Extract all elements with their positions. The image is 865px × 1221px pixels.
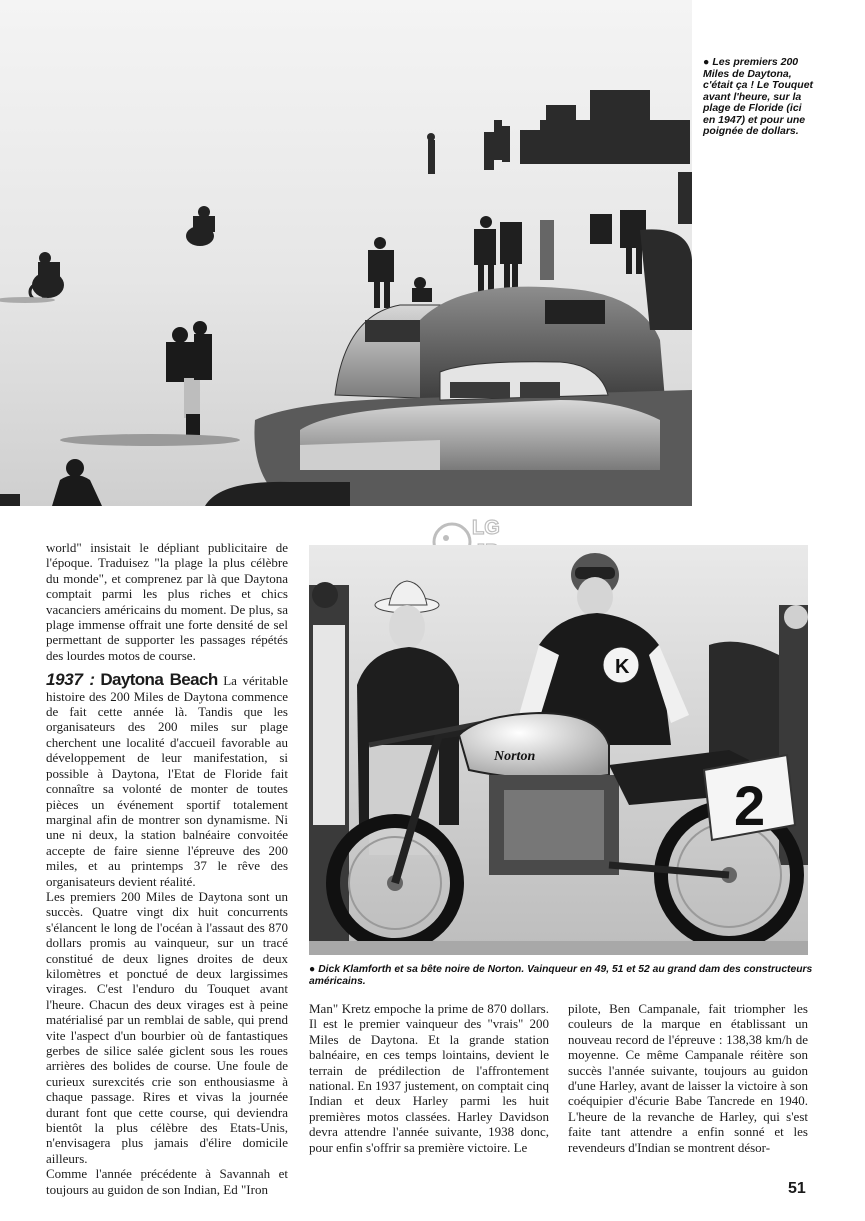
article-column-middle bbox=[309, 1001, 549, 1155]
paragraph: Les premiers 200 Miles de Daytona sont un succès. Quatre vingt dix huit concurrents s'élancent le long de l'océan à l'assaut des 870 dollars promis au vainqueur, sur un tracé constitué de deux lignes droites de deux kilomètres et ponctué de deux largissimes virages. C'est l'enduro du Touquet avant l'heure. Chacun des deux virages est à peine matérialisé par un remblai de sable, qui prend vite l'aspect d'un bourbier où de fantastiques gerbes de silice salée giclent sous les roues arrières des bolides de course. Une foule de curieux surexcités crie son enthousiasme à chaque passage. Rires et vivas la journée durant font que cette course, qui deviendra bientôt la plus célèbre des Etats-Unis, n'envisagera plus jamais d'élire domicile ailleurs. bbox=[46, 888, 288, 1166]
article-column-left bbox=[46, 540, 288, 1197]
article-column-right bbox=[568, 1001, 808, 1155]
tank-brand: Norton bbox=[494, 749, 536, 764]
photo-top-caption bbox=[703, 57, 815, 138]
paragraph: Man" Kretz empoche la prime de 870 dollars. Il est le premier vainqueur des "vrais" 200 Miles de Daytona. Et la grande station balnéaire, en ces temps lointains, devient le terrain de prédilection de l'affrontement national. En 1937 justement, on comptait cinq Indian et deux Harley parmi les huit premières motos classées. Harley Davidson devra attendre l'année suivante, 1938 donc, pour enfin s'offrir sa première victoire. Le bbox=[309, 1001, 549, 1155]
photo-top-caption-text: Les premiers 200 Miles de Daytona, c'était ça ! Le Touquet avant l'heure, sur la plage de Floride (ici en 1947) et pour une poignée de dollars. bbox=[703, 56, 814, 137]
photo-rider-norton bbox=[309, 545, 808, 955]
bullet-icon: ● bbox=[703, 56, 710, 68]
paragraph: pilote, Ben Campanale, fait triompher les couleurs de la marque en établissant un nouveau record de l'épreuve : 138,38 km/h de moyenne. Ce même Campanale réitère son succès l'année suivante, toujours au guidon d'une Harley, avant de laisser la victoire à son coéquipier d'écurie Babe Tancrede en 1940. L'heure de la revanche de Harley, qui s'est faite tant attendre a enfin sonné et les revendeurs d'Indian se montrent désor- bbox=[568, 1001, 808, 1155]
page-number: 51 bbox=[788, 1180, 806, 1197]
bullet-icon: ● bbox=[309, 964, 316, 975]
paragraph: Comme l'année précédente à Savannah et toujours au guidon de son Indian, Ed "Iron bbox=[46, 1166, 288, 1197]
section-text: La véritable histoire des 200 Miles de Daytona commence de fait cette année là. Tandis que les organisateurs des 200 miles sur plage cherchent une localité d'accueil favorable au développement de leur manifestation, si possible à Daytona, l'Etat de Floride fait connaître sa volonté de monter de toutes pièces un événement sportif totalement marginal afin de montrer son dynamisme. Ni une ni deux, la station balnéaire convoitée accepte de faire sienne l'épreuve des 200 miles, et au printemps 37 le rêve des organisateurs devient réalité. bbox=[46, 673, 288, 889]
photo-middle-caption-text: Dick Klamforth et sa bête noire de Norton. Vainqueur en 49, 51 et 52 au grand dam des constructeurs américains. bbox=[309, 964, 813, 987]
paragraph: world" insistait le dépliant publicitaire de l'époque. Traduisez "la plage la plus célèbre du monde", et comprenez par là que Daytona comptait parmi les plus riches et chics vacanciers américains du moment. De plus, sa plage immense offrait une forte densité de sel permettant de supporter les passages répétés des lourdes motos de course. bbox=[46, 540, 288, 663]
section-heading-place: Daytona Beach bbox=[100, 670, 218, 690]
section-paragraph-1 bbox=[46, 672, 288, 889]
photo-middle-caption bbox=[309, 964, 819, 987]
section-heading-year: 1937 : bbox=[46, 670, 95, 690]
bike-number: 2 bbox=[734, 774, 766, 837]
watermark-line-1: LG bbox=[472, 517, 500, 539]
photo-beach-race bbox=[0, 0, 692, 506]
jacket-letter: K bbox=[615, 656, 630, 678]
